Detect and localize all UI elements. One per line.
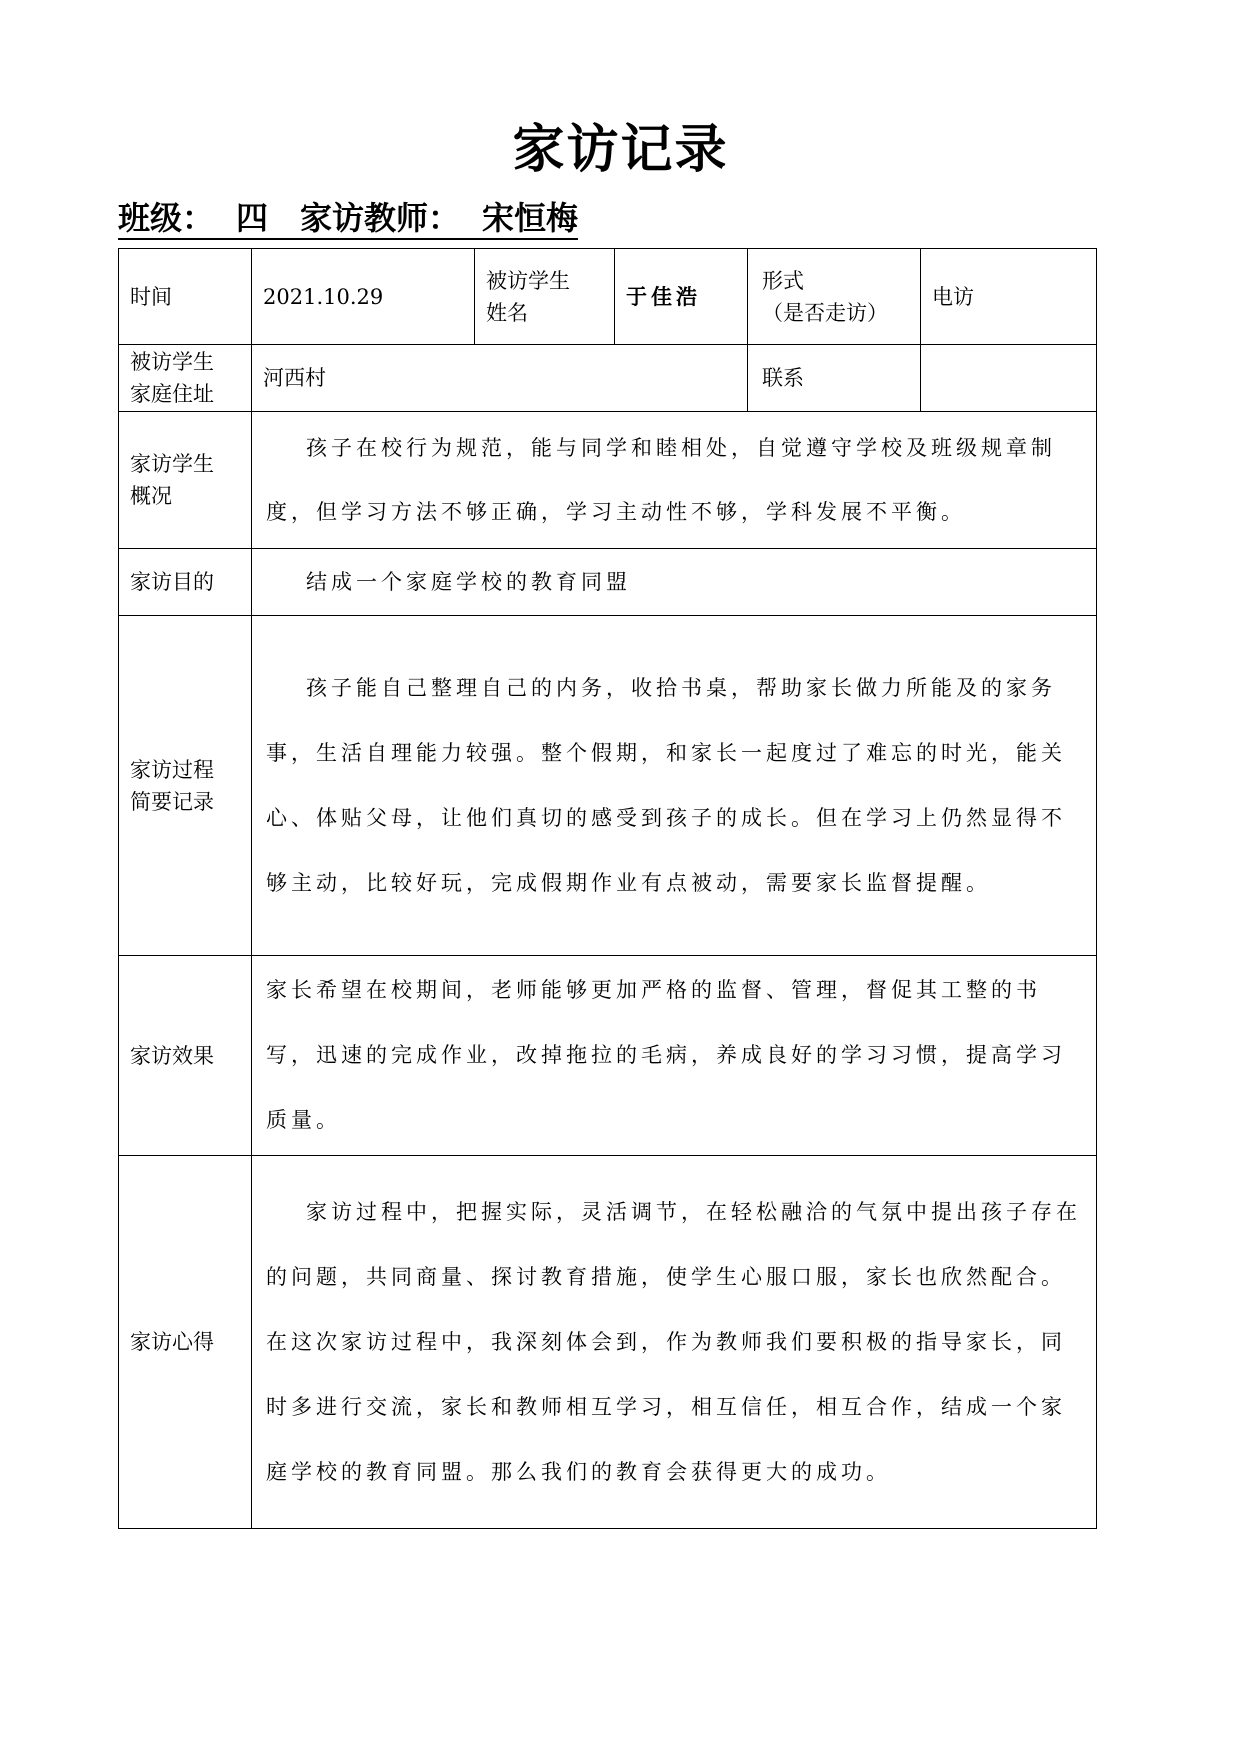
contact-label: 联系 <box>748 345 921 412</box>
address-label <box>119 345 252 412</box>
insight-text-cell <box>252 1156 1097 1529</box>
process-text-cell <box>252 616 1097 956</box>
table-row <box>119 616 1097 956</box>
insight-text: 家访过程中，把握实际，灵活调节，在轻松融洽的气氛中提出孩子存在的问题，共同商量、探讨教育措施，使学生心服口服，家长也欣然配合。在这次家访过程中，我深刻体会到，作为教师我们要积极的指导家长，同时多进行交流，家长和教师相互学习，相互信任，相互合作，结成一个家庭学校的教育同盟。那么我们的教育会获得更大的成功。 <box>266 1199 1081 1484</box>
insight-label: 家访心得 <box>119 1156 252 1529</box>
header-line <box>118 196 578 240</box>
class-label: 班级： <box>118 199 215 237</box>
overview-text: 孩子在校行为规范，能与同学和睦相处，自觉遵守学校及班级规章制度，但学习方法不够正确，学习主动性不够，学科发展不平衡。 <box>266 436 1056 524</box>
overview-label-line2: 概况 <box>130 484 172 508</box>
table-row <box>119 549 1097 616</box>
table-row <box>119 412 1097 549</box>
visit-form-label-line1: 形式 <box>762 268 804 293</box>
visit-record-table <box>118 248 1097 1529</box>
effect-text-cell <box>252 956 1097 1156</box>
process-label <box>119 616 252 956</box>
overview-label <box>119 412 252 549</box>
visit-form-label <box>748 249 921 345</box>
time-value: 2021.10.29 <box>252 249 475 345</box>
purpose-text: 结成一个家庭学校的教育同盟 <box>306 570 631 594</box>
overview-label-line1: 家访学生 <box>130 452 214 476</box>
teacher-label: 家访教师： <box>300 199 461 237</box>
table-row <box>119 956 1097 1156</box>
table-row <box>119 249 1097 345</box>
process-text: 孩子能自己整理自己的内务，收拾书桌，帮助家长做力所能及的家务事，生活自理能力较强。整个假期，和家长一起度过了难忘的时光，能关心、体贴父母，让他们真切的感受到孩子的成长。但在学习上仍然显得不够主动，比较好玩，完成假期作业有点被动，需要家长监督提醒。 <box>266 675 1066 895</box>
purpose-label: 家访目的 <box>119 549 252 616</box>
effect-label: 家访效果 <box>119 956 252 1156</box>
process-label-line2: 简要记录 <box>130 789 214 814</box>
time-label: 时间 <box>119 249 252 345</box>
class-field <box>118 198 578 240</box>
class-value: 四 <box>236 199 269 237</box>
student-name-value: 于佳浩 <box>615 249 748 345</box>
visit-form-value: 电访 <box>921 249 1097 345</box>
purpose-text-cell <box>252 549 1097 616</box>
table-row <box>119 345 1097 412</box>
student-name-label <box>475 249 615 345</box>
table-row <box>119 1156 1097 1529</box>
teacher-value: 宋恒梅 <box>482 199 579 237</box>
address-label-line2: 家庭住址 <box>130 382 214 406</box>
effect-text: 家长希望在校期间，老师能够更加严格的监督、管理，督促其工整的书写，迅速的完成作业，改掉拖拉的毛病，养成良好的学习习惯，提高学习质量。 <box>266 978 1066 1132</box>
overview-text-cell <box>252 412 1097 549</box>
student-name-label-line2: 姓名 <box>486 300 528 325</box>
process-label-line1: 家访过程 <box>130 757 214 782</box>
student-name-label-line1: 被访学生 <box>486 268 570 293</box>
address-label-line1: 被访学生 <box>130 350 214 374</box>
visit-form-label-line2: （是否走访） <box>762 300 888 325</box>
address-value: 河西村 <box>252 345 748 412</box>
contact-value <box>921 345 1097 412</box>
page-title: 家访记录 <box>512 119 729 180</box>
